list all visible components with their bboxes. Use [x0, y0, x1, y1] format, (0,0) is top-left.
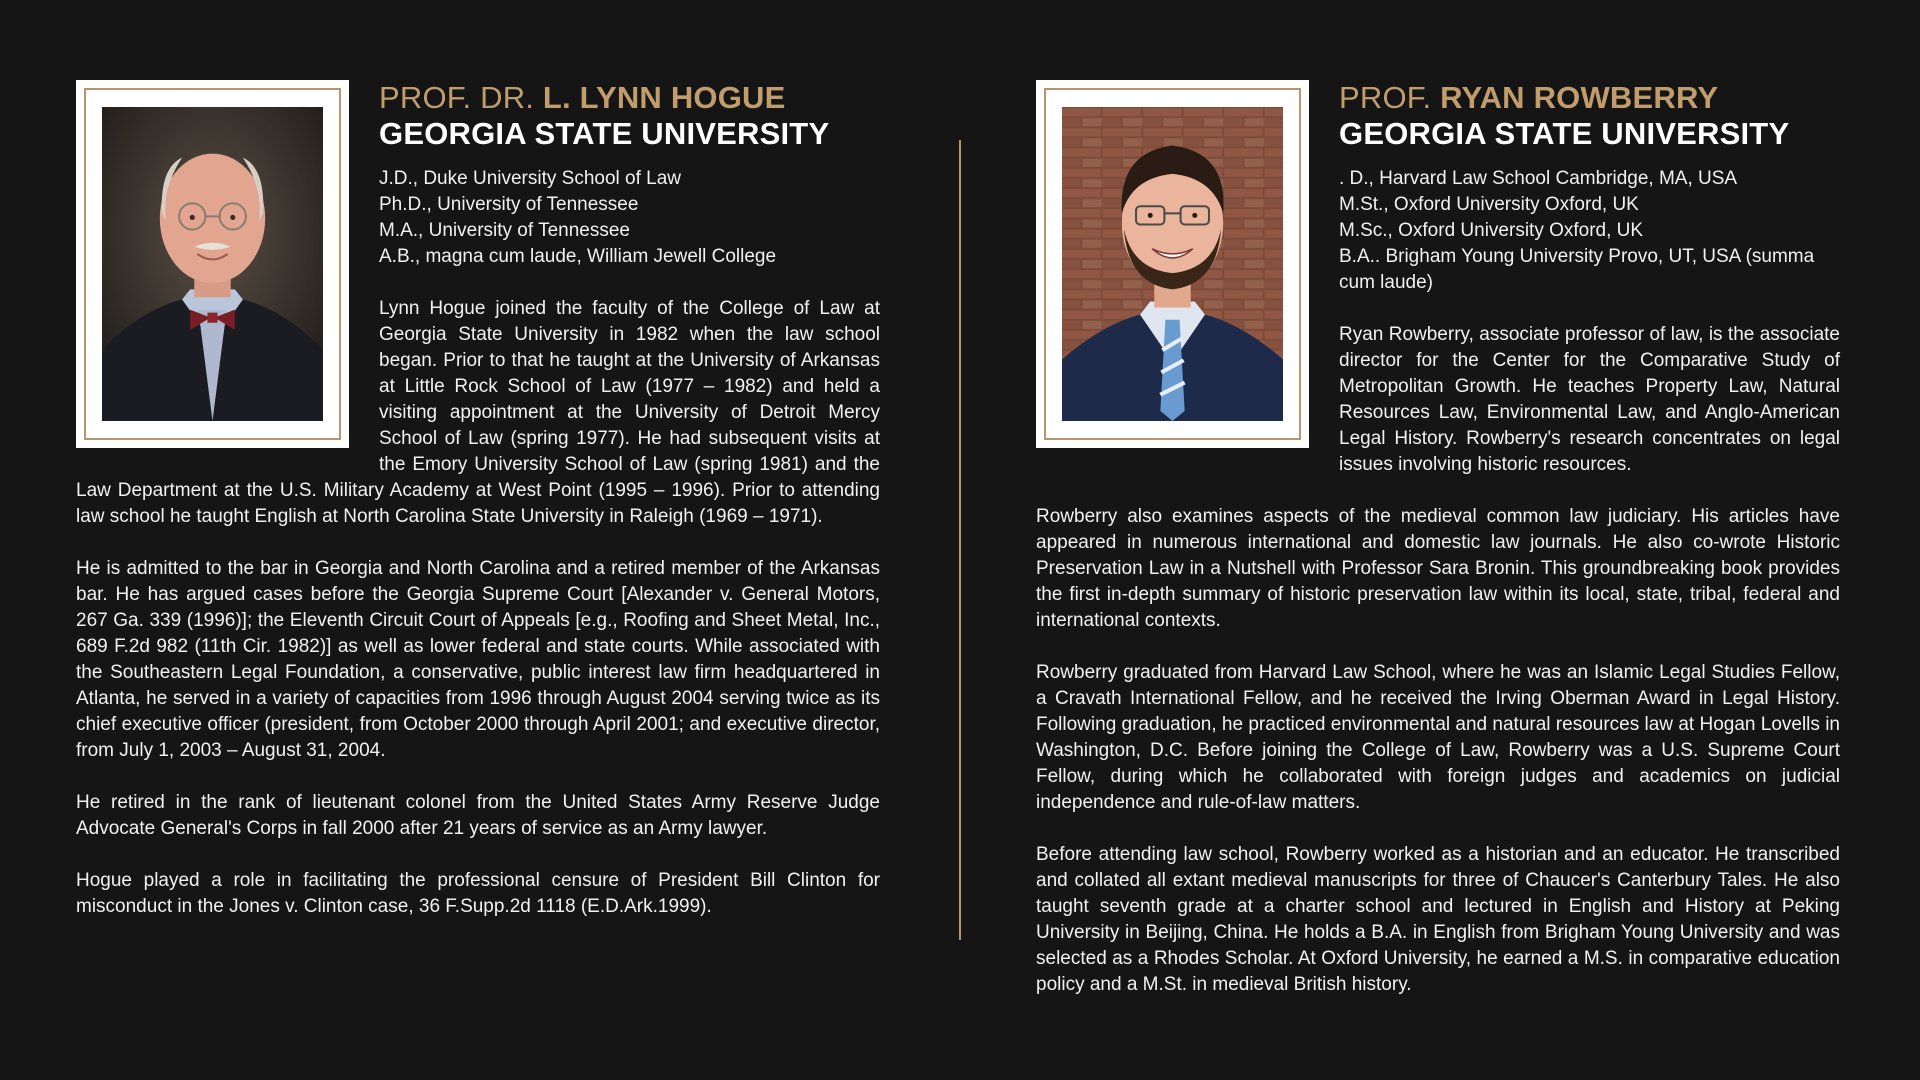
- person-name: L. LYNN HOGUE: [542, 80, 786, 115]
- bio-paragraph: Ryan Rowberry, associate professor of law, is the associate director for the Center for the Comparative Study of Metropolitan Growth. He teaches Property Law, Natural Resources Law, Environmental Law, and Anglo-American Legal History. Rowberry's research concentrates on legal issues involving historic resources.: [1339, 324, 1840, 475]
- bio-paragraph: Rowberry graduated from Harvard Law School, where he was an Islamic Legal Studies Fellow, a Cravath International Fellow, and he received the Irving Oberman Award in Legal History. Following graduation, he practiced environmental and natural resources law at Hogan Lovells in Washington, D.C. Before joining the College of Law, Rowberry was a U.S. Supreme Court Fellow, during which he collaborated with foreign judges and academics on judicial independence and rule-of-law matters.: [1036, 662, 1840, 813]
- bio-paragraph: He retired in the rank of lieutenant colonel from the United States Army Reserve Judge Advocate General's Corps in fall 2000 after 21 years of service as an Army lawyer.: [76, 792, 880, 839]
- portrait-hogue-image: [102, 107, 323, 421]
- profile-hogue: [76, 80, 880, 920]
- profile-rowberry: [1036, 80, 1840, 998]
- portrait-photo-rowberry: [1062, 107, 1283, 421]
- degree-item: A.B., magna cum laude, William Jewell College: [379, 246, 777, 267]
- bio-paragraph: Lynn Hogue joined the faculty of the College of Law at Georgia State University in 1982 when the law school began. Prior to that he taught at the University of Arkansas at Little Rock School of Law (1977 – 1982) and held a visiting appointment at the University of Detroit Mercy School of Law (spring 1977). He had subsequent visits at the Emory University School of Law (spring 1981) and the Law Department at the U.S. Military Academy at West Point (1995 – 1996). Prior to attending law school he taught English at North Carolina State University in Raleigh (1969 – 1971).: [76, 298, 880, 527]
- title-prefix: PROF.: [1339, 80, 1441, 115]
- degree-item: M.A., University of Tennessee: [379, 220, 630, 241]
- degree-item: B.A.. Brigham Young University Provo, UT, USA (summa cum laude): [1339, 246, 1815, 293]
- bio-paragraph: Hogue played a role in facilitating the professional censure of President Bill Clinton for misconduct in the Jones v. Clinton case, 36 F.Supp.2d 1118 (E.D.Ark.1999).: [76, 870, 880, 917]
- degree-item: M.St., Oxford University Oxford, UK: [1339, 194, 1639, 215]
- portrait-frame: [76, 80, 349, 448]
- university-name: GEORGIA STATE UNIVERSITY: [1339, 116, 1790, 151]
- degree-item: . D., Harvard Law School Cambridge, MA, USA: [1339, 168, 1738, 189]
- bio-paragraph: Rowberry also examines aspects of the medieval common law judiciary. His articles have appeared in numerous international and domestic law journals. He also co-wrote Historic Preservation Law in a Nutshell with Professor Sara Bronin. This groundbreaking book provides the first in-depth summary of historic preservation law within its local, state, tribal, federal and international contexts.: [1036, 506, 1840, 631]
- bio-paragraph: He is admitted to the bar in Georgia and North Carolina and a retired member of the Arkansas bar. He has argued cases before the Georgia Supreme Court [Alexander v. General Motors, 267 Ga. 339 (1996)]; the Eleventh Circuit Court of Appeals [e.g., Roofing and Sheet Metal, Inc., 689 F.2d 982 (11th Cir. 1982)] as well as lower federal and state courts. While associated with the Southeastern Legal Foundation, a conservative, public interest law firm headquartered in Atlanta, he served in a variety of capacities from 1996 through August 2004 serving twice as its chief executive officer (president, from October 2000 through April 2001; and executive director, from July 1, 2003 – August 31, 2004.: [76, 558, 880, 761]
- university-name: GEORGIA STATE UNIVERSITY: [379, 116, 830, 151]
- title-prefix: PROF. DR.: [379, 80, 543, 115]
- bio-paragraph: Before attending law school, Rowberry worked as a historian and an educator. He transcribed and collated all extant medieval manuscripts for three of Chaucer's Canterbury Tales. He also taught seventh grade at a charter school and lectured in English and History at Peking University in Beijing, China. He holds a B.A. in English from Brigham Young University and was selected as a Rhodes Scholar. At Oxford University, he earned a M.S. in comparative education policy and a M.St. in medieval British history.: [1036, 844, 1840, 995]
- column-divider: [959, 140, 961, 940]
- portrait-frame: [1036, 80, 1309, 448]
- person-name: RYAN ROWBERRY: [1440, 80, 1719, 115]
- portrait-rowberry-image: [1062, 107, 1283, 421]
- portrait-photo-hogue: [102, 107, 323, 421]
- degree-item: J.D., Duke University School of Law: [379, 168, 682, 189]
- degree-item: Ph.D., University of Tennessee: [379, 194, 639, 215]
- degree-item: M.Sc., Oxford University Oxford, UK: [1339, 220, 1644, 241]
